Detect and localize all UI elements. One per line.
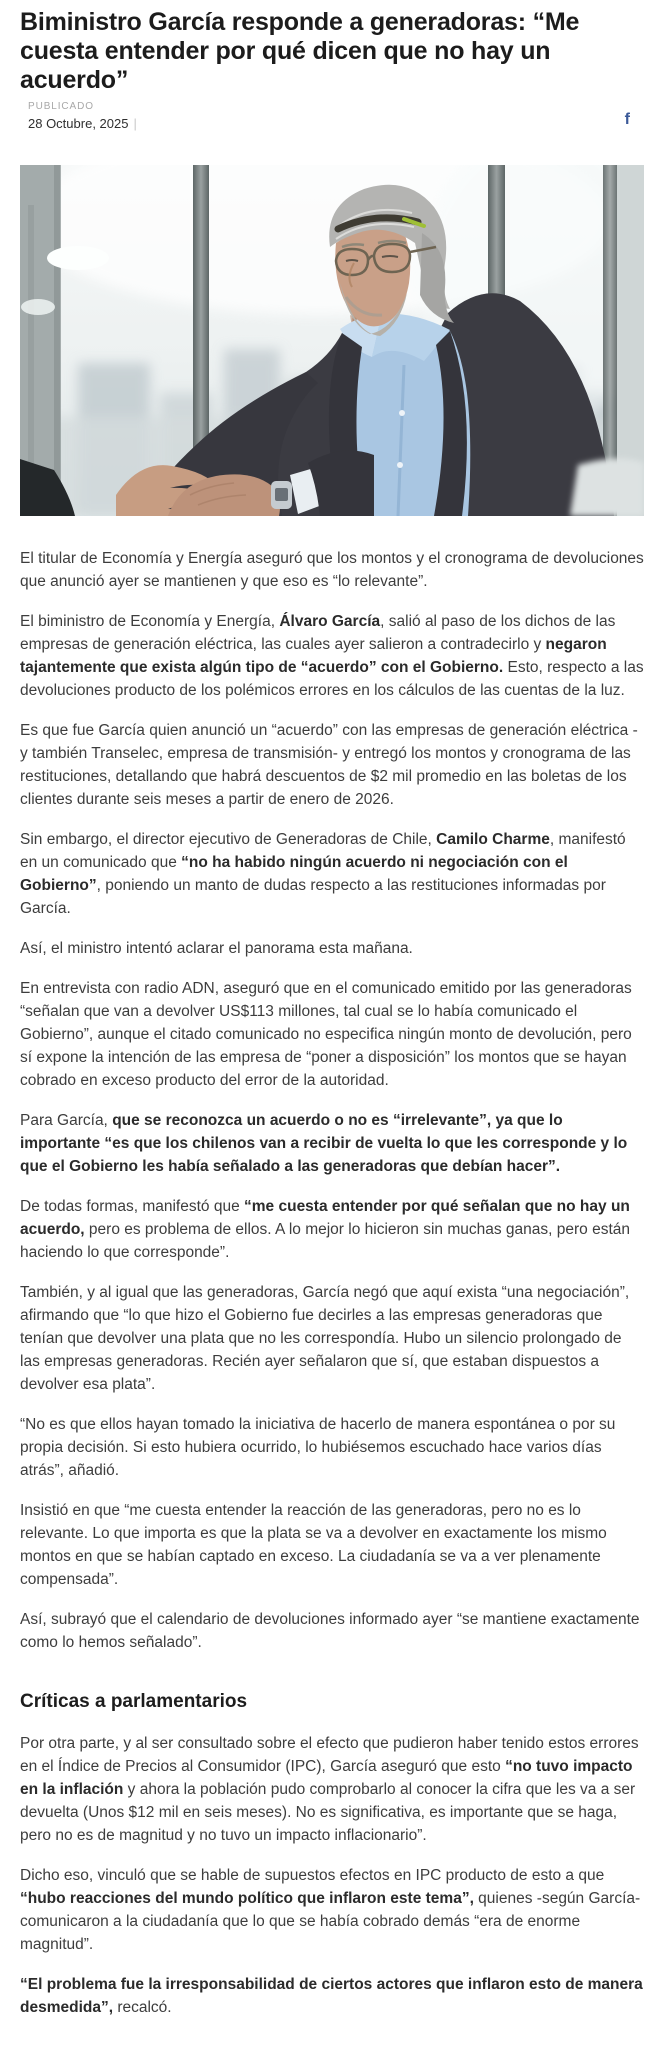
paragraph-segment: Sin embargo, el director ejecutivo de Generadoras de Chile, (20, 831, 437, 848)
article-paragraph (20, 1109, 644, 1178)
publish-info (28, 101, 137, 131)
facebook-share-icon[interactable]: f (624, 111, 630, 128)
paragraph-segment: El titular de Economía y Energía aseguró que los montos y el cronograma de devoluciones que anunció ayer se mantienen y que eso es “lo relevante”. (20, 550, 644, 590)
article-paragraph (20, 1864, 644, 1956)
page-title: Biministro García responde a generadoras: “Me cuesta entender por qué dicen que no hay un acuerdo” (20, 8, 580, 94)
paragraph-segment: y ahora la población pudo comprobarlo al conocer la cifra que les va a ser devuelta (Unos $12 mil en seis meses). No es significativa, es importante que se haga, pero no es de magnitud y no tuvo un impacto inflacionario”. (20, 1781, 636, 1844)
article-paragraph (20, 977, 644, 1092)
publish-date (28, 116, 137, 131)
paragraph-segment: Por otra parte, y al ser consultado sobre el efecto que pudieron haber tenido estos errores en el Índice de Precios al Consumidor (IPC), García aseguró que esto (20, 1735, 639, 1775)
paragraph-segment: El biministro de Economía y Energía, (20, 613, 280, 630)
article-paragraph (20, 937, 644, 960)
paragraph-segment: También, y al igual que las generadoras, García negó que aquí exista “una negociación”, afirmando que “lo que hizo el Gobierno fue decirles a las empresas generadoras que tenían que devolver una plata que no les correspondía. Hubo un silencio prolongado de las empresas generadoras. Recién ayer señalaron que sí, que estaban dispuestos a devolver esa plata”. (20, 1284, 630, 1393)
paragraph-segment: , salió al paso de los dichos de las empresas de generación eléctrica, las cuales ayer salieron a contradecirlo y (20, 613, 616, 653)
article-meta (20, 101, 644, 131)
share-bar (625, 111, 630, 129)
bold-text: “no ha habido ningún acuerdo ni negociación con el Gobierno” (20, 854, 568, 894)
bold-text: “hubo reacciones del mundo político que inflaron este tema”, (20, 1890, 474, 1907)
paragraph-segment: , manifestó en un comunicado que (20, 831, 626, 871)
paragraph-segment: pero es problema de ellos. A lo mejor lo hicieron sin muchas ganas, pero están haciendo lo que corresponde”. (20, 1221, 631, 1261)
paragraph-segment: recalcó. (113, 1999, 172, 2016)
paragraph-segment: Para García, (20, 1112, 113, 1129)
photo-illustration (20, 165, 644, 516)
paragraph-segment: Es que fue García quien anunció un “acuerdo” con las empresas de generación eléctrica -y también Transelec, empresa de transmisión- y entregó los montos y cronograma de las restituciones, detallando que habrá descuentos de $2 mil promedio en las boletas de los clientes durante seis meses a partir de enero de 2026. (20, 722, 638, 808)
bold-text: Álvaro García (279, 613, 381, 630)
article-paragraph (20, 1499, 644, 1591)
paragraph-segment: De todas formas, manifestó que (20, 1198, 245, 1215)
article-paragraph (20, 1195, 644, 1264)
article-page (0, 8, 664, 2050)
bold-text: “El problema fue la irresponsabilidad de ciertos actores que inflaron esto de manera desmedida”, (20, 1976, 643, 2016)
paragraph-segment: En entrevista con radio ADN, aseguró que en el comunicado emitido por las generadoras “señalan que van a devolver US$113 millones, tal cual se lo había comunicado el Gobierno”, aunque el citado comunicado no especifica ningún monto de devolución, pero sí expone la intención de las empresa de “poner a disposición” los montos que se hayan cobrado en exceso producto del error de la autoridad. (20, 980, 632, 1089)
paragraph-segment: Así, el ministro intentó aclarar el panorama esta mañana. (20, 940, 413, 957)
paragraph-segment: Así, subrayó que el calendario de devoluciones informado ayer “se mantiene exactamente como lo hemos señalado”. (20, 1611, 640, 1651)
bold-text: Camilo Charme (436, 831, 550, 848)
paragraph-segment: Insistió en que “me cuesta entender la reacción de las generadoras, pero no es lo relevante. Lo que importa es que la plata se va a devolver en exactamente los mismo montos en que se habían captado en exceso. La ciudadanía se va a ver plenamente compensada”. (20, 1502, 607, 1588)
paragraph-segment: “No es que ellos hayan tomado la iniciativa de hacerlo de manera espontánea o por su propia decisión. Si esto hubiera ocurrido, lo hubiésemos escuchado hace varios días atrás”, añadió. (20, 1416, 616, 1479)
article-photo (20, 165, 644, 516)
article-paragraph (20, 828, 644, 920)
date-text: 28 Octubre, 2025 (28, 116, 129, 131)
article-paragraph (20, 1973, 644, 2019)
paragraph-segment: quienes -según García- comunicaron a la ciudadanía que lo que se había cobrado demás “era de enorme magnitud”. (20, 1890, 641, 1953)
article-paragraph (20, 1413, 644, 1482)
section-subheading: Críticas a parlamentarios (20, 1691, 248, 1712)
date-separator: | (133, 116, 137, 131)
article-paragraph (20, 1608, 644, 1654)
bold-text: “no tuvo impacto en la inflación (20, 1758, 633, 1798)
bold-text: “me cuesta entender por qué señalan que no hay un acuerdo, (20, 1198, 630, 1238)
article-paragraph (20, 1732, 644, 1847)
bold-text: negaron tajantemente que exista algún tipo de “acuerdo” con el Gobierno. (20, 636, 607, 676)
bold-text: que se reconozca un acuerdo o no es “irrelevante”, ya que lo importante “es que los chilenos van a recibir de vuelta lo que les corresponde y lo que el Gobierno les había señalado a las generadoras que debían hacer”. (20, 1112, 628, 1175)
paragraph-segment: , poniendo un manto de dudas respecto a las restituciones informadas por García. (20, 877, 606, 917)
article-lead (20, 547, 644, 593)
paragraph-segment: Esto, respecto a las devoluciones producto de los polémicos errores en los cálculos de las cuentas de la luz. (20, 659, 644, 699)
published-label: PUBLICADO (28, 101, 94, 112)
article-paragraph (20, 1281, 644, 1396)
paragraph-segment: Dicho eso, vinculó que se hable de supuestos efectos en IPC producto de esto a que (20, 1867, 605, 1884)
article-body (20, 547, 644, 2019)
article-paragraph (20, 610, 644, 702)
article-paragraph (20, 719, 644, 811)
